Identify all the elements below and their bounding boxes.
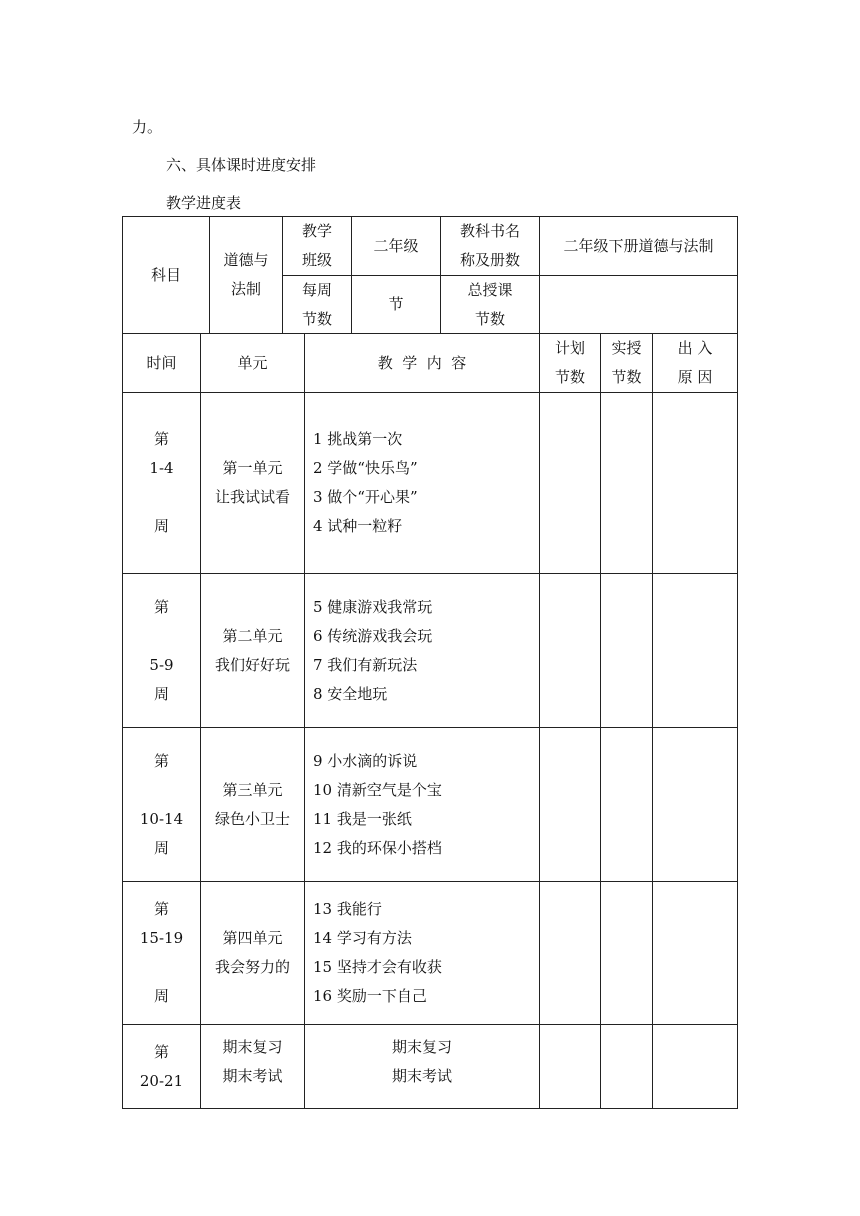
book-label-line: 称及册数 — [459, 251, 520, 269]
total-label-line: 节数 — [474, 309, 505, 328]
class-label-line: 教学 — [301, 222, 332, 240]
table-row-unit — [201, 1025, 304, 1108]
subject-label — [123, 217, 209, 333]
table-row-unit — [201, 393, 304, 573]
col-header-time-text: 时间 — [146, 353, 177, 372]
row-time-line: 20-21 — [139, 1071, 184, 1090]
col-header-content — [305, 334, 539, 392]
row-time-line: 5-9 — [149, 655, 174, 674]
class-label-line: 班级 — [301, 251, 332, 269]
lesson-item: 4 试种一粒籽 — [313, 517, 403, 535]
lesson-item: 8 安全地玩 — [313, 684, 388, 703]
subject-value-line: 法制 — [230, 280, 261, 298]
lesson-item: 2 学做“快乐鸟” — [313, 459, 418, 477]
class-value-text: 二年级 — [373, 236, 419, 255]
table-row-content — [305, 1025, 539, 1108]
book-value — [540, 217, 737, 275]
row-unit-line: 期末考试 — [222, 1067, 283, 1085]
table-row-content — [305, 393, 539, 573]
table-row-content — [305, 574, 539, 727]
row-time-line: 1-4 — [149, 459, 174, 477]
row-unit-line: 第四单元 — [222, 929, 283, 947]
lesson-item: 7 我们有新玩法 — [313, 655, 418, 674]
book-label-line: 教科书名 — [459, 222, 520, 240]
total-label — [441, 276, 539, 333]
class-label — [283, 217, 351, 275]
table-row-content — [305, 882, 539, 1024]
row-time-line: 15-19 — [139, 929, 184, 947]
row-unit-line: 期末复习 — [222, 1038, 283, 1056]
col-header-unit — [201, 334, 304, 392]
table-row-unit — [201, 728, 304, 881]
lesson-item: 期末复习 — [391, 1038, 452, 1056]
lesson-item: 5 健康游戏我常玩 — [313, 597, 433, 616]
row-time-line: 周 — [153, 517, 169, 535]
continuation-text: 力。 — [132, 118, 163, 136]
row-time-line: 第 — [153, 900, 169, 918]
row-time-line: 第 — [153, 1042, 169, 1061]
table-border-right — [737, 216, 738, 1109]
lesson-item: 6 传统游戏我会玩 — [313, 626, 433, 645]
book-label — [441, 217, 539, 275]
subject-label-text: 科目 — [150, 265, 181, 284]
row-time-line: 周 — [153, 838, 169, 857]
lesson-item: 14 学习有方法 — [313, 929, 412, 947]
row-time-line: 第 — [153, 430, 169, 448]
table-title: 教学进度表 — [166, 194, 242, 212]
col-header-actual-line: 实授 — [611, 339, 642, 357]
weekly-label — [283, 276, 351, 333]
col-header-unit-text: 单元 — [237, 353, 268, 372]
table-row-content — [305, 728, 539, 881]
col-header-actual-line: 节数 — [611, 368, 642, 386]
table-row-time — [123, 393, 200, 573]
lesson-item: 13 我能行 — [313, 900, 382, 918]
row-time-line: 第 — [153, 597, 169, 616]
total-value — [540, 276, 737, 333]
weekly-value-text: 节 — [388, 295, 404, 313]
row-unit-line: 第三单元 — [222, 780, 283, 799]
lesson-item: 10 清新空气是个宝 — [313, 780, 442, 799]
lesson-item: 15 坚持才会有收获 — [313, 958, 442, 976]
weekly-label-line: 每周 — [301, 280, 332, 299]
col-header-reason-line: 出 入 — [677, 339, 713, 357]
class-value — [352, 217, 440, 275]
lesson-item: 期末考试 — [391, 1067, 452, 1085]
weekly-label-line: 节数 — [301, 309, 332, 328]
row-unit-line: 我会努力的 — [214, 958, 290, 976]
table-row-unit — [201, 882, 304, 1024]
row-unit-line: 让我试试看 — [214, 488, 290, 506]
lesson-item: 9 小水滴的诉说 — [313, 751, 418, 770]
table-row-time — [123, 882, 200, 1024]
row-unit-line: 我们好好玩 — [214, 655, 290, 674]
total-label-line: 总授课 — [467, 280, 513, 299]
table-row-time — [123, 728, 200, 881]
col-header-planned — [540, 334, 600, 392]
col-header-content-text: 教 学 内 容 — [377, 353, 467, 372]
col-header-reason-line: 原 因 — [677, 368, 713, 386]
col-header-planned-line: 计划 — [554, 339, 585, 357]
col-header-planned-line: 节数 — [554, 368, 585, 386]
col-header-reason — [653, 334, 737, 392]
subject-value — [210, 217, 282, 333]
body-divider — [652, 333, 653, 1109]
section-heading: 六、具体课时进度安排 — [166, 156, 317, 174]
lesson-item: 11 我是一张纸 — [313, 809, 412, 828]
table-border-bottom — [122, 1108, 738, 1109]
row-time-line: 10-14 — [139, 809, 184, 828]
row-time-line: 周 — [153, 987, 169, 1005]
row-unit-line: 第一单元 — [222, 459, 283, 477]
lesson-item: 16 奖励一下自己 — [313, 987, 427, 1005]
row-time-line: 周 — [153, 684, 169, 703]
row-unit-line: 绿色小卫士 — [214, 809, 290, 828]
subject-value-line: 道德与 — [223, 251, 269, 269]
weekly-value — [352, 276, 440, 333]
col-header-time — [123, 334, 200, 392]
book-value-text: 二年级下册道德与法制 — [563, 236, 714, 255]
table-row-time — [123, 1025, 200, 1108]
table-row-unit — [201, 574, 304, 727]
body-divider — [539, 333, 540, 1109]
table-row-time — [123, 574, 200, 727]
col-header-actual — [601, 334, 652, 392]
body-divider — [600, 333, 601, 1109]
row-time-line: 第 — [153, 751, 169, 770]
lesson-item: 12 我的环保小搭档 — [313, 838, 442, 857]
lesson-item: 3 做个“开心果” — [313, 488, 418, 506]
lesson-item: 1 挑战第一次 — [313, 430, 403, 448]
row-unit-line: 第二单元 — [222, 626, 283, 645]
